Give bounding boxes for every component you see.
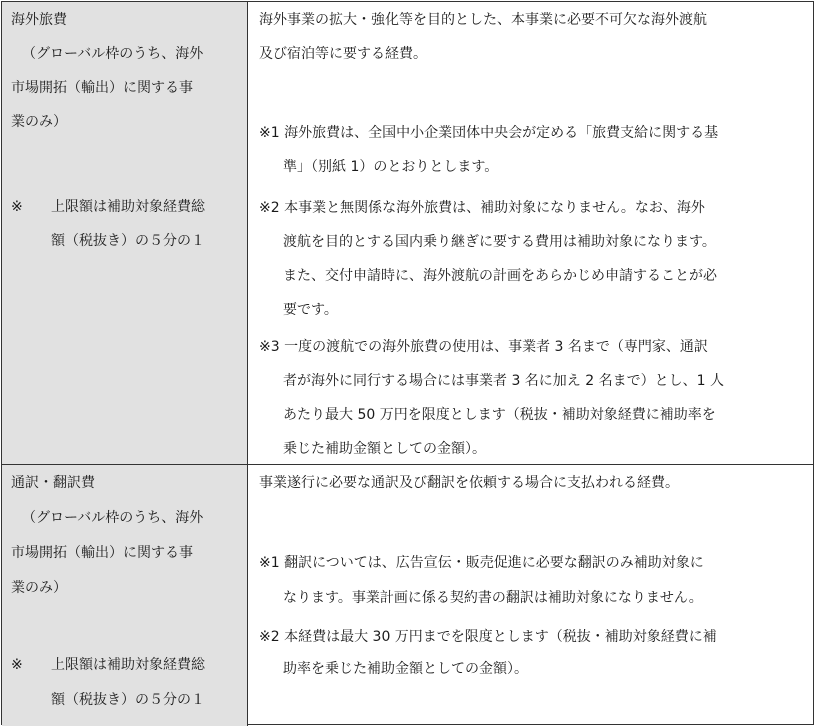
description-text: 海外事業の拡大・強化等を目的とした、本事業に必要不可欠な海外渡航 [259, 12, 707, 28]
cap-note-line: 上限額は補助対象経費総 [51, 199, 205, 215]
note-line: 者が海外に同行する場合には事業者 3 名に加え 2 名まで）とし、1 人 [283, 373, 724, 389]
category-line: 業のみ） [11, 580, 67, 596]
category-cell [2, 2, 248, 464]
description-text: 及び宿泊等に要する経費。 [259, 46, 427, 62]
note-line: ※3 一度の渡航での海外旅費の使用は、事業者 3 名まで（専門家、通訳 [259, 339, 708, 355]
note-line: ※1 海外旅費は、全国中小企業団体中央会が定める「旅費支給に関する基 [259, 125, 719, 141]
note-line: なります。事業計画に係る契約書の翻訳は補助対象になりません。 [283, 590, 703, 606]
table-row [2, 2, 813, 465]
cap-note-line: 額（税抜き）の５分の１ [51, 233, 205, 249]
category-title: 海外旅費 [11, 12, 67, 28]
description-cell [248, 2, 813, 464]
note-line: 助率を乗じた補助金額としての金額）。 [283, 661, 528, 677]
category-title: 通訳・翻訳費 [11, 475, 95, 491]
description-cell [248, 465, 813, 726]
category-cell [2, 465, 248, 726]
category-line: （グローバル枠のうち、海外 [22, 46, 204, 62]
note-line: 準」（別紙 1）のとおりとします。 [283, 159, 499, 175]
note-line: 乗じた補助金額としての金額）。 [283, 441, 486, 457]
category-line: 市場開拓（輸出）に関する事 [11, 545, 193, 561]
note-line: また、交付申請時に、海外渡航の計画をあらかじめ申請することが必 [283, 268, 717, 284]
note-line: あたり最大 50 万円を限度とします（税抜・補助対象経費に補助率を [283, 407, 716, 423]
cap-note-mark: ※ [11, 657, 23, 673]
note-line: ※1 翻訳については、広告宣伝・販売促進に必要な翻訳のみ補助対象に [259, 555, 704, 571]
note-line: 要です。 [283, 302, 338, 318]
cap-note-line: 上限額は補助対象経費総 [51, 657, 205, 673]
cap-note-mark: ※ [11, 199, 23, 215]
note-line: 渡航を目的とする国内乗り継ぎに要する費用は補助対象になります。 [283, 234, 716, 250]
table-row [2, 465, 813, 726]
description-text: 事業遂行に必要な通訳及び翻訳を依頼する場合に支払われる経費。 [259, 475, 679, 491]
cap-note-line: 額（税抜き）の５分の１ [51, 692, 205, 708]
note-line: ※2 本経費は最大 30 万円までを限度とします（税抜・補助対象経費に補 [259, 629, 717, 645]
note-line: ※2 本事業と無関係な海外旅費は、補助対象になりません。なお、海外 [259, 200, 705, 216]
category-line: 市場開拓（輸出）に関する事 [11, 80, 193, 96]
expense-table [1, 1, 814, 725]
category-line: （グローバル枠のうち、海外 [22, 510, 204, 526]
category-line: 業のみ） [11, 114, 67, 130]
